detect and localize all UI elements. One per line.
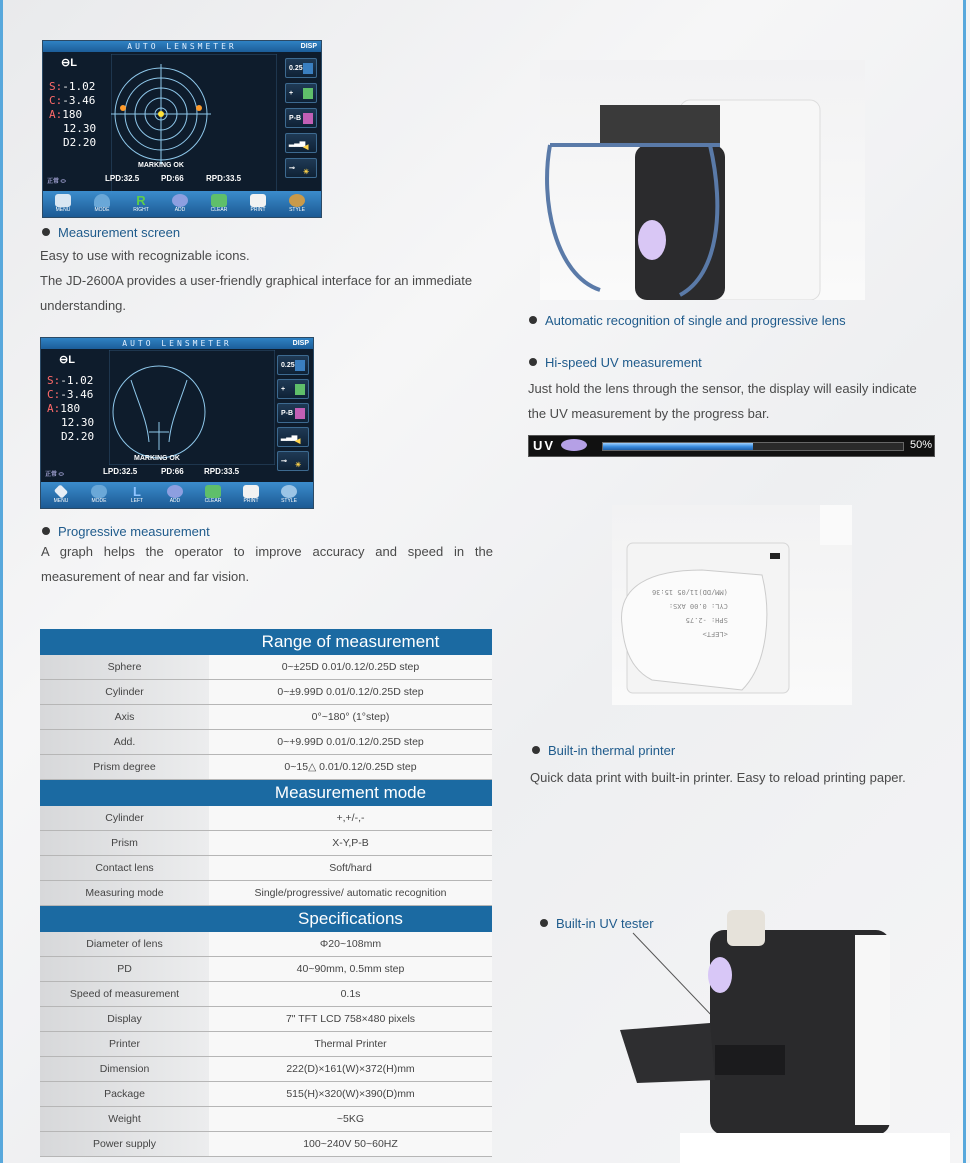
lens-holder-photo [540,60,865,300]
readout-list: S:-1.02 C:-3.46 A:180 12.30 D2.20 [47,374,95,443]
spec-label: Speed of measurement [40,982,209,1007]
bullet-icon [42,527,50,535]
lens-icon: 正常 ⬭ [47,179,66,185]
bullet-icon [529,316,537,324]
table-row [40,1057,492,1082]
spec-label: Cylinder [40,806,209,831]
auto-recognition-heading: Automatic recognition of single and progressive lens [529,313,846,328]
spec-label: Display [40,1007,209,1032]
table-row [40,932,492,957]
menu-tool[interactable]: MENU [45,191,81,217]
eraser-icon [211,194,227,207]
table-section-header [40,780,492,807]
table-row [40,655,492,680]
clear-tool[interactable]: CLEAR [195,482,231,508]
menu-tool[interactable]: MENU [43,482,79,508]
spec-value: 0°~180° (1°step) [209,705,492,730]
marking-status: MARKING OK [138,162,184,169]
printer-heading: Built-in thermal printer [532,743,675,758]
section-title: Measurement mode [209,780,492,807]
spec-label: Sphere [40,655,209,680]
lens-holder-illustration [540,60,865,300]
spec-value: 7" TFT LCD 758×480 pixels [209,1007,492,1032]
pd-status-bar: 正常 ⬭ LPD:32.5 PD:66 RPD:33.5 [47,174,242,185]
step-button[interactable]: 0.25 [277,355,309,375]
table-row [40,1032,492,1057]
spec-label: Cylinder [40,680,209,705]
add-tool[interactable]: ADD [162,191,198,217]
mode-tool[interactable]: MODE [81,482,117,508]
lens-logo: ⊖L [59,354,75,366]
table-row [40,1082,492,1107]
add-tool[interactable]: ADD [157,482,193,508]
right-tool[interactable]: R RIGHT [133,193,149,213]
uv-heading: Hi-speed UV measurement [529,355,702,370]
style-tool[interactable]: STYLE [271,482,307,508]
table-row [40,1107,492,1132]
spec-label: Prism degree [40,755,209,780]
spec-value: 0~±9.99D 0.01/0.12/0.25D step [209,680,492,705]
section-title: Specifications [209,906,492,933]
palette-icon [289,194,305,207]
left-tool[interactable]: L LEFT [130,484,144,504]
brightness-button[interactable]: ⊸ ☀ [277,451,309,471]
printer-icon [243,485,259,498]
spec-value: 0~15△ 0.01/0.12/0.25D step [209,755,492,780]
printer-photo [612,505,852,705]
spec-table [40,629,492,1157]
screen-title: AUTO LENSMETER [41,338,313,349]
prism-button[interactable]: P-B [285,108,317,128]
lens-add-icon [167,485,183,498]
add-sign-button[interactable]: + [277,379,309,399]
spec-value: Soft/hard [209,856,492,881]
spec-label: Prism [40,831,209,856]
uv-fill [603,443,753,450]
spec-label: Diameter of lens [40,932,209,957]
table-section-header [40,906,492,933]
clear-tool[interactable]: CLEAR [201,191,237,217]
disp-button[interactable]: DISP [300,43,317,50]
table-row [40,831,492,856]
spec-value: 40~90mm, 0.5mm step [209,957,492,982]
style-tool[interactable]: STYLE [279,191,315,217]
spec-label: Dimension [40,1057,209,1082]
volume-button[interactable]: ▂▃▅ ◀ [285,133,317,153]
mode-tool[interactable]: MODE [84,191,120,217]
spec-value: 100~240V 50~60HZ [209,1132,492,1157]
l-letter-icon: L [133,484,141,499]
disp-button[interactable]: DISP [292,340,309,347]
spec-value: Thermal Printer [209,1032,492,1057]
progressive-text: A graph helps the operator to improve accuracy and speed in the measurement of near and far vision. [41,544,493,584]
printer-text: Quick data print with built-in printer. Easy to reload printing paper. [530,770,906,785]
r-letter-icon: R [136,193,146,208]
step-button[interactable]: 0.25 [285,58,317,78]
spec-value: 515(H)×320(W)×390(D)mm [209,1082,492,1107]
table-row [40,1007,492,1032]
print-tool[interactable]: PRINT [240,191,276,217]
screen-title: AUTO LENSMETER [43,41,321,52]
table-row [40,1132,492,1157]
spec-label: PD [40,957,209,982]
spec-label: Measuring mode [40,881,209,906]
bullet-icon [532,746,540,754]
bullet-icon [529,358,537,366]
key-icon: ⊸ [281,458,287,465]
print-tool[interactable]: PRINT [233,482,269,508]
spec-value: X-Y,P-B [209,831,492,856]
spec-value: +,+/-,- [209,806,492,831]
uv-tester-heading: Built-in UV tester [540,916,654,931]
marking-status: MARKING OK [134,455,180,462]
diamond-icon [54,484,68,498]
uv-progress-bar [528,435,935,457]
progressive-screen-display [40,337,314,509]
screen-toolbar [41,482,313,508]
add-sign-button[interactable]: + [285,83,317,103]
volume-button[interactable]: ▂▃▅ ◀ [277,427,309,447]
brightness-button[interactable]: ⊸ ☀ [285,158,317,178]
gauge-icon [94,194,110,207]
spec-label: Weight [40,1107,209,1132]
spec-value: 0.1s [209,982,492,1007]
spec-label: Package [40,1082,209,1107]
spec-label: Axis [40,705,209,730]
table-section-header [40,629,492,655]
table-row [40,957,492,982]
table-row [40,705,492,730]
screen-toolbar [43,191,321,217]
measurement-screen-heading: Measurement screen [42,225,180,240]
printer-icon [250,194,266,207]
measurement-screen-text: Easy to use with recognizable icons. The JD-2600A provides a user-friendly graphical interface for an immediate understanding. [40,248,473,313]
section-title: Range of measurement [209,629,492,655]
signal-icon: ▂▃▅ [289,140,306,147]
printer-paper-text: <LEFT> SPH: -2.75 CYL: 0.00 AXS: (MM/DD)11/05 15:36 [652,588,728,638]
key-icon: ⊸ [289,165,295,172]
table-row [40,680,492,705]
spec-value: 0~+9.99D 0.01/0.12/0.25D step [209,730,492,755]
readout-list: S:-1.02 C:-3.46 A:180 12.30 D2.20 [49,80,97,149]
palette-icon [281,485,297,498]
lens-icon: 正常 ⬭ [45,472,64,478]
table-row [40,806,492,831]
uv-lens-icon [561,439,587,451]
bullet-icon [42,228,50,236]
uv-label: UV [533,438,556,453]
lens-logo: ⊖L [61,57,77,69]
uv-track [602,442,904,451]
eraser-icon [205,485,221,498]
spec-label: Add. [40,730,209,755]
printer-illustration [612,505,852,705]
pd-status-bar: 正常 ⬭ LPD:32.5 PD:66 RPD:33.5 [45,467,240,478]
table-row [40,856,492,881]
uv-percent: 50% [909,439,932,451]
bottom-white-block [680,1133,950,1163]
bullet-icon [540,919,548,927]
table-row [40,755,492,780]
wrench-icon [55,194,71,207]
progressive-heading: Progressive measurement [42,524,210,539]
uv-tester-illustration [615,905,890,1135]
measurement-screen-display [42,40,322,218]
signal-icon: ▂▃▅ [281,434,298,441]
spec-value: Φ20~108mm [209,932,492,957]
spec-label: Power supply [40,1132,209,1157]
uv-text: Just hold the lens through the sensor, the display will easily indicate the UV measurement by the progress bar. [528,381,917,421]
progressive-graph [109,350,275,465]
gauge-icon [91,485,107,498]
table-row [40,881,492,906]
spec-label: Printer [40,1032,209,1057]
spec-value: Single/progressive/ automatic recognition [209,881,492,906]
spec-value: 222(D)×161(W)×372(H)mm [209,1057,492,1082]
table-row [40,730,492,755]
lens-add-icon [172,194,188,207]
spec-label: Contact lens [40,856,209,881]
spec-value: ~5KG [209,1107,492,1132]
spec-value: 0~±25D 0.01/0.12/0.25D step [209,655,492,680]
table-row [40,982,492,1007]
prism-button[interactable]: P-B [277,403,309,423]
